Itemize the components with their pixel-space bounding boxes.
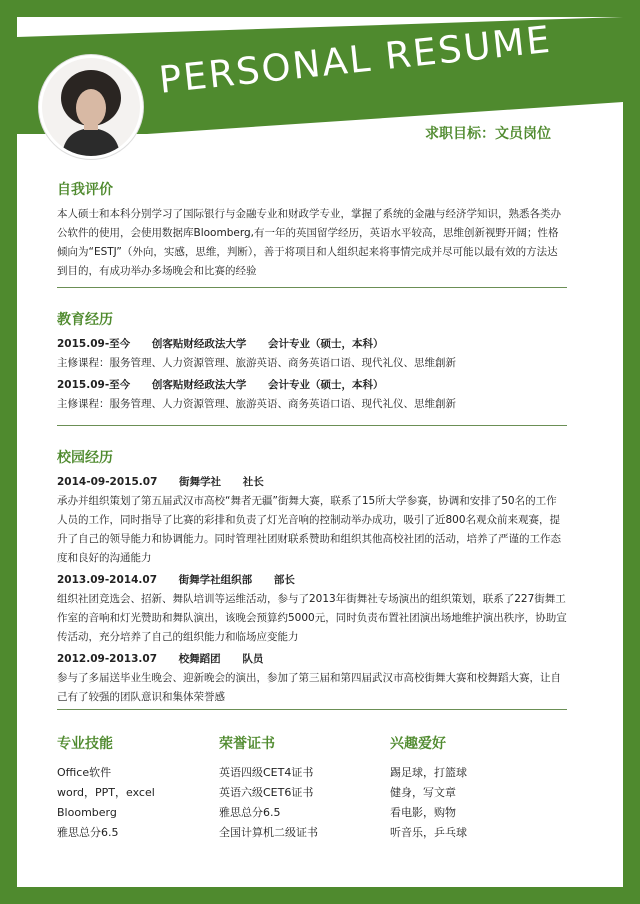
- section-title: 专业技能: [57, 736, 113, 752]
- campus-entry: [57, 650, 567, 707]
- hobby-item: 听音乐，乒乓球: [390, 826, 467, 839]
- section-title: 教育经历: [57, 312, 113, 328]
- education-entry: [57, 376, 567, 414]
- resume-title: PERSONAL RESUME: [157, 17, 554, 102]
- campus-entry: [57, 473, 567, 568]
- skill-item: Bloomberg: [57, 806, 117, 819]
- entry-period: 2013.09-2014.07: [57, 574, 158, 586]
- skills-column: [57, 733, 155, 843]
- divider: [57, 425, 567, 426]
- entry-org: 街舞学社: [179, 476, 222, 488]
- job-objective: 求职目标：文员岗位: [425, 126, 551, 142]
- entry-courses: 主修课程：服务管理、人力资源管理、旅游英语、商务英语口语、现代礼仪、思维創新: [57, 357, 456, 369]
- honor-item: 英语四级CET4证书: [219, 766, 314, 779]
- skill-item: 雅思总分6.5: [57, 826, 119, 839]
- section-title: 兴趣爱好: [390, 736, 446, 752]
- entry-text: 组织社团竞选会、招新、舞队培训等运维活动，参与了2013年街舞社专场演出的组织策划，联系了227街舞工作室的音响和灯光赞助和舞队演出，该晚会预算约5000元，同时负责布置社团演出场地维护演出秩序，协助宣传活动，充分培养了自己的组织能力和临场应变能力: [57, 593, 567, 643]
- section-title: 校园经历: [57, 450, 113, 466]
- entry-school: 创客贴财经政法大学: [151, 379, 247, 391]
- entry-org: 校舞蹈团: [178, 653, 221, 665]
- entry-period: 2014-09-2015.07: [57, 476, 158, 488]
- self-evaluation-text: 本人硕士和本科分别学习了国际银行与金融专业和财政学专业，掌握了系统的金融与经济学知识，熟悉各类办公软件的使用，会使用数据库Bloomberg,有一年的英国留学经历，英语水平较高，思维创新视野开阔；性格倾向为“ESTJ”（外向，实感，思维，判断），善于将项目和人组织起来将事情完成并尽可能以最有效的方法达到目的，有成功举办多场晚会和比赛的经验: [57, 208, 561, 277]
- entry-role: 社长: [242, 476, 264, 488]
- hobby-item: 健身，写文章: [390, 786, 456, 799]
- section-title: 自我评价: [57, 182, 113, 198]
- self-evaluation-section: [57, 179, 567, 281]
- campus-section: [57, 447, 567, 707]
- entry-role: 队员: [242, 653, 264, 665]
- skill-item: Office软件: [57, 766, 112, 779]
- hobby-item: 踢足球，打篮球: [390, 766, 467, 779]
- profile-photo: [39, 55, 143, 159]
- entry-period: 2012.09-2013.07: [57, 653, 158, 665]
- entry-major: 会计专业（硕士，本科）: [268, 379, 384, 391]
- honor-item: 全国计算机二级证书: [219, 826, 318, 839]
- campus-entry: [57, 571, 567, 647]
- entry-period: 2015.09-至今: [57, 338, 131, 350]
- entry-courses: 主修课程：服务管理、人力资源管理、旅游英语、商务英语口语、现代礼仪、思维創新: [57, 398, 456, 410]
- entry-text: 参与了多届送毕业生晚会、迎新晚会的演出，参加了第三届和第四届武汉市高校街舞大赛和校舞蹈大赛，让自己有了较强的团队意识和集体荣誉感: [57, 672, 561, 703]
- entry-period: 2015.09-至今: [57, 379, 131, 391]
- section-title: 荣誉证书: [219, 736, 275, 752]
- honor-item: 英语六级CET6证书: [219, 786, 314, 799]
- education-entry: [57, 335, 567, 373]
- honor-item: 雅思总分6.5: [219, 806, 281, 819]
- honors-column: [219, 733, 318, 843]
- entry-role: 部长: [273, 574, 295, 586]
- entry-org: 街舞学社组织部: [178, 574, 253, 586]
- divider: [57, 709, 567, 710]
- entry-school: 创客贴财经政法大学: [151, 338, 247, 350]
- entry-major: 会计专业（硕士，本科）: [268, 338, 384, 350]
- divider: [57, 287, 567, 288]
- education-section: [57, 309, 567, 414]
- resume-sheet: [17, 17, 623, 887]
- hobbies-column: [390, 733, 467, 843]
- skill-item: word，PPT，excel: [57, 786, 155, 799]
- hobby-item: 看电影，购物: [390, 806, 456, 819]
- entry-text: 承办并组织策划了第五届武汉市高校“舞者无疆”街舞大赛，联系了15所大学参赛，协调和安排了50名的工作人员的工作，同时指导了比赛的彩排和负责了灯光音响的控制动举办成功，吸引了近800名观众前来观赛，提升了自己的领导能力和协调能力。同时管理社团财联系赞助和组织其他高校社团的活动，培养了严谨的工作态度和良好的沟通能力: [57, 495, 561, 564]
